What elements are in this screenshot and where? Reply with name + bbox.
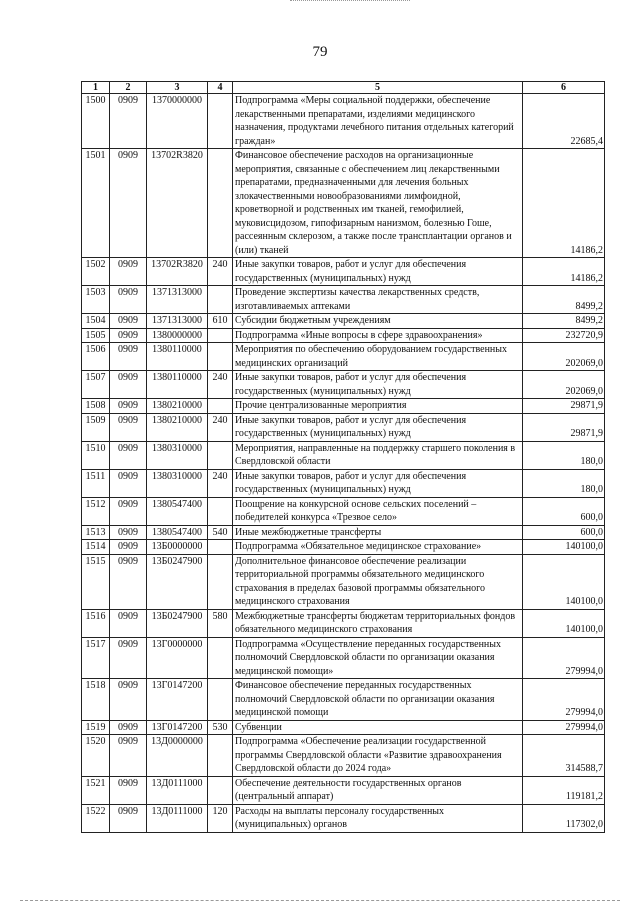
table-row <box>82 413 605 441</box>
row-number-cell: 1500 <box>82 94 110 149</box>
target-code-cell: 13Б0247900 <box>147 609 208 637</box>
table-row <box>82 554 605 609</box>
target-code-cell: 1380110000 <box>147 343 208 371</box>
target-code-cell: 13Г0000000 <box>147 637 208 679</box>
amount-cell: 279994,0 <box>523 679 605 721</box>
row-number-cell: 1503 <box>82 286 110 314</box>
expense-kind-cell: 240 <box>208 413 233 441</box>
expense-kind-cell: 240 <box>208 371 233 399</box>
description-cell: Иные межбюджетные трансферты <box>233 525 523 540</box>
table-row <box>82 735 605 777</box>
expense-kind-cell <box>208 735 233 777</box>
description-cell: Мероприятия по обеспечению оборудованием государственных медицинских организаций <box>233 343 523 371</box>
header-col-6: 6 <box>523 82 605 94</box>
amount-cell: 140100,0 <box>523 554 605 609</box>
description-cell: Подпрограмма «Меры социальной поддержки, обеспечение лекарственными препаратами, изделиями медицинского назначения, продуктами лечебного питания отдельных категорий граждан» <box>233 94 523 149</box>
amount-cell: 140100,0 <box>523 609 605 637</box>
amount-cell: 279994,0 <box>523 720 605 735</box>
table-row <box>82 314 605 329</box>
amount-cell: 29871,9 <box>523 399 605 414</box>
row-number-cell: 1514 <box>82 540 110 555</box>
table-row <box>82 720 605 735</box>
row-number-cell: 1508 <box>82 399 110 414</box>
table-row <box>82 804 605 832</box>
row-number-cell: 1504 <box>82 314 110 329</box>
row-number-cell: 1509 <box>82 413 110 441</box>
section-code-cell: 0909 <box>110 720 147 735</box>
amount-cell: 14186,2 <box>523 258 605 286</box>
target-code-cell: 1380110000 <box>147 371 208 399</box>
description-cell: Иные закупки товаров, работ и услуг для обеспечения государственных (муниципальных) нужд <box>233 371 523 399</box>
table-row <box>82 149 605 258</box>
expense-kind-cell <box>208 343 233 371</box>
target-code-cell: 13Д0111000 <box>147 776 208 804</box>
amount-cell: 8499,2 <box>523 286 605 314</box>
expense-kind-cell <box>208 679 233 721</box>
description-cell: Финансовое обеспечение расходов на организационные мероприятия, связанные с обеспечением лиц лекарственными препаратами, предназначенными для лечения больных злокачественными новообразованиями лимфоидной, кроветворной и родственных им тканей, гемофилией, муковисцидозом, гипофизарным нанизмом, болезнью Гоше, рассеянным склерозом, а также после трансплантации органов и (или) тканей <box>233 149 523 258</box>
row-number-cell: 1518 <box>82 679 110 721</box>
expense-kind-cell <box>208 554 233 609</box>
target-code-cell: 1380547400 <box>147 525 208 540</box>
expense-kind-cell <box>208 637 233 679</box>
table-row <box>82 540 605 555</box>
description-cell: Поощрение на конкурсной основе сельских поселений – победителей конкурса «Трезвое село» <box>233 497 523 525</box>
target-code-cell: 1380547400 <box>147 497 208 525</box>
table-row <box>82 258 605 286</box>
target-code-cell: 1371313000 <box>147 314 208 329</box>
expense-kind-cell: 540 <box>208 525 233 540</box>
section-code-cell: 0909 <box>110 679 147 721</box>
section-code-cell: 0909 <box>110 328 147 343</box>
section-code-cell: 0909 <box>110 554 147 609</box>
scan-edge-mark-bottom <box>20 900 620 902</box>
row-number-cell: 1515 <box>82 554 110 609</box>
target-code-cell: 1371313000 <box>147 286 208 314</box>
row-number-cell: 1517 <box>82 637 110 679</box>
amount-cell: 180,0 <box>523 469 605 497</box>
target-code-cell: 1380000000 <box>147 328 208 343</box>
section-code-cell: 0909 <box>110 314 147 329</box>
table-row <box>82 679 605 721</box>
section-code-cell: 0909 <box>110 413 147 441</box>
description-cell: Подпрограмма «Обязательное медицинское страхование» <box>233 540 523 555</box>
expense-kind-cell: 240 <box>208 469 233 497</box>
expense-kind-cell: 610 <box>208 314 233 329</box>
row-number-cell: 1510 <box>82 441 110 469</box>
table-row <box>82 776 605 804</box>
section-code-cell: 0909 <box>110 286 147 314</box>
expense-kind-cell: 240 <box>208 258 233 286</box>
target-code-cell: 13Б0247900 <box>147 554 208 609</box>
section-code-cell: 0909 <box>110 525 147 540</box>
page-number: 79 <box>312 44 328 60</box>
amount-cell: 202069,0 <box>523 343 605 371</box>
row-number-cell: 1502 <box>82 258 110 286</box>
expense-kind-cell <box>208 540 233 555</box>
expense-kind-cell <box>208 149 233 258</box>
table-row <box>82 525 605 540</box>
section-code-cell: 0909 <box>110 441 147 469</box>
header-col-3: 3 <box>147 82 208 94</box>
target-code-cell: 1380210000 <box>147 399 208 414</box>
table-row <box>82 399 605 414</box>
table-row <box>82 469 605 497</box>
header-col-5: 5 <box>233 82 523 94</box>
expense-kind-cell <box>208 94 233 149</box>
amount-cell: 314588,7 <box>523 735 605 777</box>
section-code-cell: 0909 <box>110 804 147 832</box>
row-number-cell: 1506 <box>82 343 110 371</box>
section-code-cell: 0909 <box>110 469 147 497</box>
section-code-cell: 0909 <box>110 776 147 804</box>
description-cell: Финансовое обеспечение переданных государственных полномочий Свердловской области по организации оказания медицинской помощи <box>233 679 523 721</box>
row-number-cell: 1516 <box>82 609 110 637</box>
target-code-cell: 1380310000 <box>147 469 208 497</box>
description-cell: Подпрограмма «Обеспечение реализации государственной программы Свердловской области «Развитие здравоохранения Свердловской области до 2024 года» <box>233 735 523 777</box>
target-code-cell: 13Г0147200 <box>147 720 208 735</box>
row-number-cell: 1522 <box>82 804 110 832</box>
amount-cell: 14186,2 <box>523 149 605 258</box>
row-number-cell: 1512 <box>82 497 110 525</box>
description-cell: Прочие централизованные мероприятия <box>233 399 523 414</box>
row-number-cell: 1519 <box>82 720 110 735</box>
amount-cell: 117302,0 <box>523 804 605 832</box>
description-cell: Дополнительное финансовое обеспечение реализации территориальной программы обязательного медицинского страхования в пределах базовой программы обязательного медицинского страхования <box>233 554 523 609</box>
description-cell: Обеспечение деятельности государственных органов (центральный аппарат) <box>233 776 523 804</box>
description-cell: Подпрограмма «Осуществление переданных государственных полномочий Свердловской области по организации оказания медицинской помощи» <box>233 637 523 679</box>
section-code-cell: 0909 <box>110 735 147 777</box>
section-code-cell: 0909 <box>110 540 147 555</box>
target-code-cell: 13Д0000000 <box>147 735 208 777</box>
amount-cell: 202069,0 <box>523 371 605 399</box>
table-row <box>82 497 605 525</box>
row-number-cell: 1501 <box>82 149 110 258</box>
description-cell: Проведение экспертизы качества лекарственных средств, изготавливаемых аптеками <box>233 286 523 314</box>
section-code-cell: 0909 <box>110 497 147 525</box>
row-number-cell: 1521 <box>82 776 110 804</box>
target-code-cell: 1380210000 <box>147 413 208 441</box>
amount-cell: 600,0 <box>523 525 605 540</box>
amount-cell: 140100,0 <box>523 540 605 555</box>
table-row <box>82 637 605 679</box>
expense-kind-cell <box>208 497 233 525</box>
description-cell: Иные закупки товаров, работ и услуг для обеспечения государственных (муниципальных) нужд <box>233 413 523 441</box>
scan-edge-mark-top <box>290 0 410 2</box>
row-number-cell: 1507 <box>82 371 110 399</box>
section-code-cell: 0909 <box>110 371 147 399</box>
section-code-cell: 0909 <box>110 637 147 679</box>
expense-kind-cell <box>208 328 233 343</box>
description-cell: Мероприятия, направленные на поддержку старшего поколения в Свердловской области <box>233 441 523 469</box>
target-code-cell: 13Б0000000 <box>147 540 208 555</box>
description-cell: Расходы на выплаты персоналу государственных (муниципальных) органов <box>233 804 523 832</box>
table-row <box>82 609 605 637</box>
table-row <box>82 94 605 149</box>
table-header-row <box>82 82 605 94</box>
section-code-cell: 0909 <box>110 149 147 258</box>
target-code-cell: 1370000000 <box>147 94 208 149</box>
description-cell: Субсидии бюджетным учреждениям <box>233 314 523 329</box>
description-cell: Подпрограмма «Иные вопросы в сфере здравоохранения» <box>233 328 523 343</box>
description-cell: Межбюджетные трансферты бюджетам территориальных фондов обязательного медицинского страхования <box>233 609 523 637</box>
description-cell: Иные закупки товаров, работ и услуг для обеспечения государственных (муниципальных) нужд <box>233 258 523 286</box>
target-code-cell: 13702R3820 <box>147 149 208 258</box>
amount-cell: 29871,9 <box>523 413 605 441</box>
expense-kind-cell <box>208 399 233 414</box>
amount-cell: 22685,4 <box>523 94 605 149</box>
header-col-4: 4 <box>208 82 233 94</box>
expense-kind-cell: 530 <box>208 720 233 735</box>
amount-cell: 232720,9 <box>523 328 605 343</box>
table-row <box>82 371 605 399</box>
amount-cell: 8499,2 <box>523 314 605 329</box>
header-col-2: 2 <box>110 82 147 94</box>
expense-kind-cell <box>208 441 233 469</box>
target-code-cell: 13Г0147200 <box>147 679 208 721</box>
expense-kind-cell <box>208 286 233 314</box>
target-code-cell: 13702R3820 <box>147 258 208 286</box>
table-row <box>82 286 605 314</box>
amount-cell: 180,0 <box>523 441 605 469</box>
budget-table <box>81 81 605 833</box>
table-row <box>82 343 605 371</box>
section-code-cell: 0909 <box>110 94 147 149</box>
row-number-cell: 1511 <box>82 469 110 497</box>
target-code-cell: 1380310000 <box>147 441 208 469</box>
section-code-cell: 0909 <box>110 609 147 637</box>
expense-kind-cell <box>208 776 233 804</box>
amount-cell: 119181,2 <box>523 776 605 804</box>
expense-kind-cell: 580 <box>208 609 233 637</box>
section-code-cell: 0909 <box>110 258 147 286</box>
row-number-cell: 1513 <box>82 525 110 540</box>
table-body <box>82 94 605 833</box>
section-code-cell: 0909 <box>110 399 147 414</box>
header-col-1: 1 <box>82 82 110 94</box>
amount-cell: 279994,0 <box>523 637 605 679</box>
table-row <box>82 441 605 469</box>
description-cell: Иные закупки товаров, работ и услуг для обеспечения государственных (муниципальных) нужд <box>233 469 523 497</box>
section-code-cell: 0909 <box>110 343 147 371</box>
table-row <box>82 328 605 343</box>
row-number-cell: 1520 <box>82 735 110 777</box>
row-number-cell: 1505 <box>82 328 110 343</box>
description-cell: Субвенции <box>233 720 523 735</box>
target-code-cell: 13Д0111000 <box>147 804 208 832</box>
expense-kind-cell: 120 <box>208 804 233 832</box>
amount-cell: 600,0 <box>523 497 605 525</box>
